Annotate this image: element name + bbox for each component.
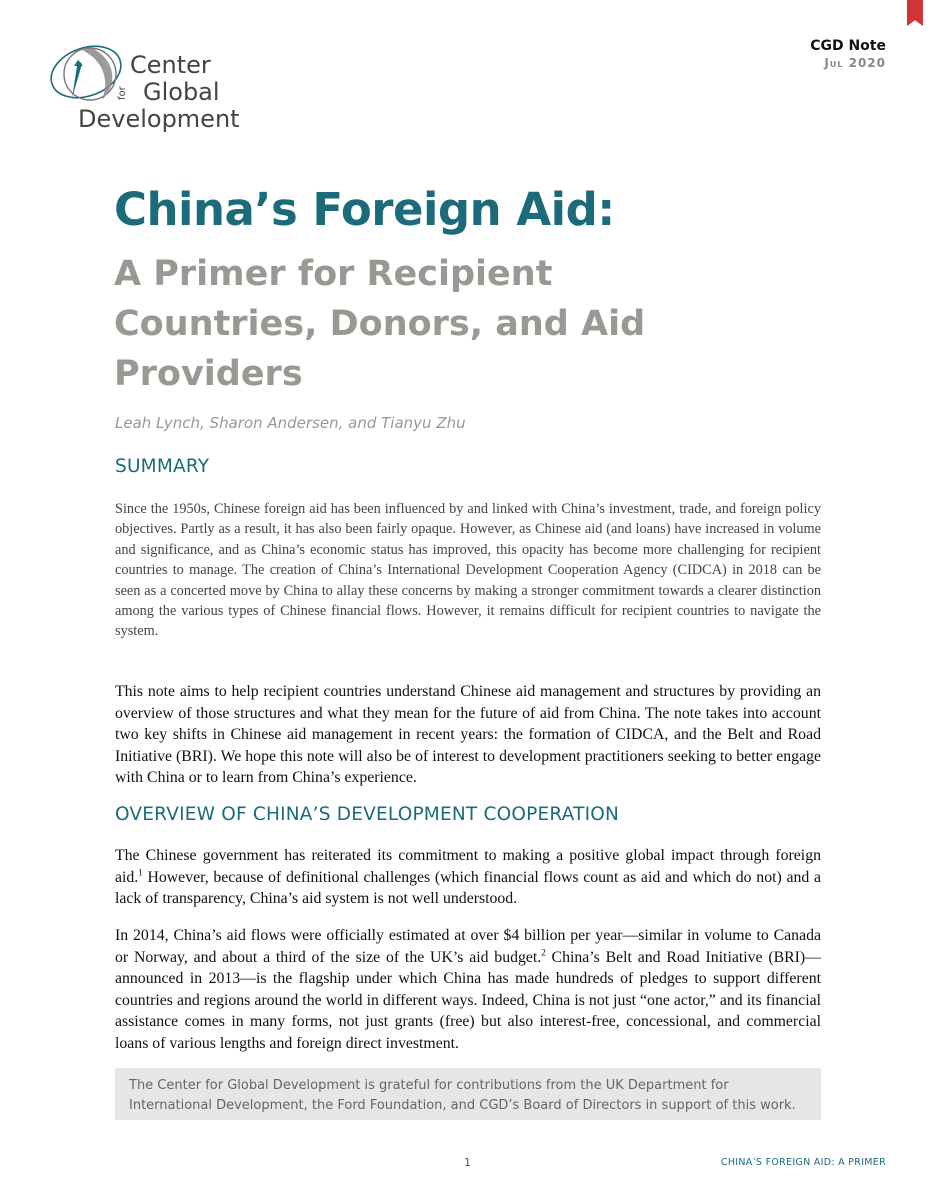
document-subtitle: A Primer for Recipient Countries, Donors, and Aid Providers [114, 254, 646, 394]
overview-heading: OVERVIEW OF CHINA’S DEVELOPMENT COOPERATION [115, 804, 620, 825]
document-title: China’s Foreign Aid: [114, 183, 615, 236]
bookmark-ribbon-icon [907, 0, 923, 26]
overview-paragraph: In 2014, China’s aid flows were officially estimated at over $4 billion per year—similar in volume to Canada or Norway, and about a third of the size of the UK’s aid budget.$^2$ China’s Belt and Road Initiative (BRI)—announced in 2013—is the flagship under which China has made hundreds of pledges to support different countries and regions around the world in different ways. Indeed, China is not just “one actor,” and its financial assistance comes in many forms, not just grants (free) but also interest-free, concessional, and commercial loans of various lengths and foreign direct investment. [115, 927, 821, 1052]
note-label [810, 38, 886, 70]
page-number: 1 [464, 1156, 471, 1169]
cgd-logo [48, 40, 258, 135]
globe-logo-icon [48, 40, 128, 110]
summary-paragraph: Since the 1950s, Chinese foreign aid has been influenced by and linked with China’s investment, trade, and foreign policy objectives. Partly as a result, it has also been fairly opaque. However, as Chinese aid (and loans) have increased in volume and significance, and as China’s economic status has improved, this opacity has become more challenging for recipient countries to manage. The creation of China’s International Development Cooperation Agency (CIDCA) in 2018 can be seen as a concerted move by China to allay these concerns by making a stronger commitment towards a clearer distinction among the various types of Chinese financial flows. However, it remains difficult for recipient countries to navigate the system. [115, 501, 821, 640]
funding-acknowledgement: The Center for Global Development is grateful for contributions from the UK Department for International Development, the Ford Foundation, and CGD’s Board of Directors in support of this work. [115, 1068, 821, 1120]
summary-paragraph: This note aims to help recipient countries understand Chinese aid management and structures by providing an overview of those structures and what they mean for the future of aid from China. The note takes into account two key shifts in Chinese aid management in recent years: the formation of CIDCA, and the Belt and Road Initiative (BRI). We hope this note will also be of interest to development practitioners seeking to better engage with China or to learn from China’s experience. [115, 683, 821, 787]
note-date: Jul 2020 [824, 56, 886, 70]
authors: Leah Lynch, Sharon Andersen, and Tianyu Zhu [115, 414, 466, 432]
logo-text-for: for [117, 86, 128, 100]
summary-heading: SUMMARY [115, 456, 210, 477]
footnote-ref[interactable]: 2 [541, 947, 546, 958]
overview-paragraph: The Chinese government has reiterated its commitment to making a positive global impact through foreign aid.$^1$ However, because of definitional challenges (which financial flows count as aid and which do not) and a lack of transparency, China’s aid system is not well understood. [115, 847, 821, 908]
logo-text-development: Development [78, 105, 240, 133]
running-title: CHINA’S FOREIGN AID: A PRIMER [720, 1157, 886, 1168]
footnote-ref[interactable]: 1 [138, 867, 143, 878]
logo-text-global: Global [143, 78, 220, 106]
logo-text-center: Center [130, 51, 211, 79]
note-type: CGD Note [810, 38, 886, 54]
